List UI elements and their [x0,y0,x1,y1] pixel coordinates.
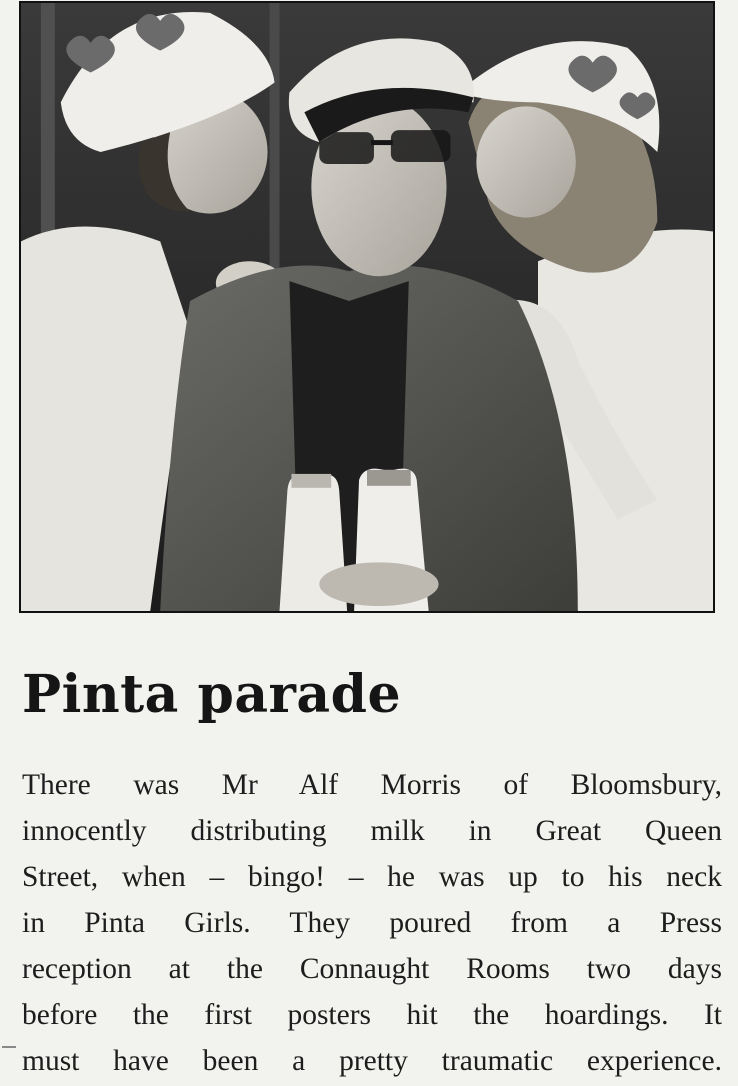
article-body-line: must have been a pretty traumatic experience. [22,1045,722,1077]
article-headline: Pinta parade [22,664,402,725]
article-body-line: innocently distributing milk in Great Queen [22,815,722,847]
article-body-line: before the first posters hit the hoardings. It [22,999,722,1031]
article-body-line: in Pinta Girls. They poured from a Press [22,907,722,939]
article-body-line: There was Mr Alf Morris of Bloomsbury, [22,769,722,801]
article-body-line: reception at the Connaught Rooms two days [22,953,722,985]
article-photo [19,1,715,613]
article-body-line: Street, when – bingo! – he was up to his neck [22,861,722,893]
article-body [22,762,722,1084]
photo-milkman-with-pinta-girls [21,3,713,611]
margin-mark [2,1046,16,1048]
